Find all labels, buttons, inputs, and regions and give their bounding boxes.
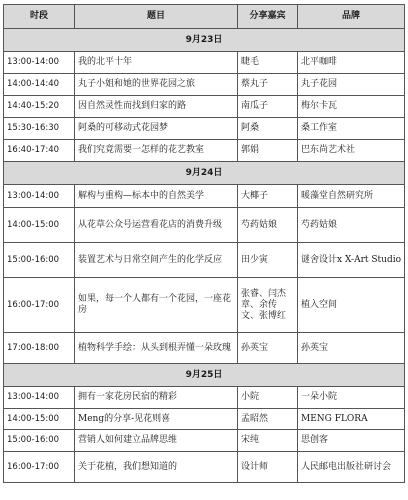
cell-brand: 思创客 [298, 430, 405, 452]
cell-brand: 梅尔卡瓦 [298, 96, 405, 118]
cell-time: 16:40-17:40 [4, 140, 75, 162]
cell-topic: 装置艺术与日常空间产生的化学反应 [75, 243, 238, 278]
table-row [4, 208, 405, 243]
cell-topic: Meng的分享-见花则喜 [75, 409, 238, 430]
cell-guest: 田少寅 [238, 243, 298, 278]
cell-guest: 小院 [238, 387, 298, 409]
cell-guest: 孟昭然 [238, 409, 298, 430]
cell-brand: 北平咖啡 [298, 52, 405, 74]
table-row [4, 387, 405, 409]
cell-topic: 从花草公众号运营看花店的消费升级 [75, 208, 238, 243]
table-row [4, 409, 405, 430]
cell-time: 16:00-17:00 [4, 452, 75, 483]
cell-time: 14:40-15:20 [4, 96, 75, 118]
cell-brand: 谜舍设计x X-Art Studio [298, 243, 405, 278]
cell-time: 13:00-14:00 [4, 52, 75, 74]
cell-time: 14:00-15:00 [4, 208, 75, 243]
table-row [4, 185, 405, 208]
day-label: 9月25日 [4, 364, 405, 387]
cell-brand: MENG FLORA [298, 409, 405, 430]
cell-brand: 桑工作室 [298, 118, 405, 140]
cell-brand: 巴东尚艺术社 [298, 140, 405, 162]
header-time: 时段 [4, 5, 75, 29]
day-label: 9月23日 [4, 29, 405, 52]
cell-topic: 解构与重构—标本中的自然美学 [75, 185, 238, 208]
cell-guest: 南瓜子 [238, 96, 298, 118]
cell-topic: 我们究竟需要一怎样的花艺教室 [75, 140, 238, 162]
cell-topic: 植物科学手绘：从头到根弄懂一朵玫瑰 [75, 333, 238, 364]
table-row [4, 74, 405, 96]
day-row-sep23 [4, 29, 405, 52]
day-row-sep25 [4, 364, 405, 387]
cell-topic: 关于花植，我们想知道的 [75, 452, 238, 483]
table-row [4, 452, 405, 483]
cell-brand: 暖藻堂自然研究所 [298, 185, 405, 208]
cell-guest: 大椰子 [238, 185, 298, 208]
cell-brand: 植入空间 [298, 278, 405, 333]
cell-guest: 宋纯 [238, 430, 298, 452]
cell-guest: 睫毛 [238, 52, 298, 74]
header-guest: 分享嘉宾 [238, 5, 298, 29]
cell-time: 16:00-17:00 [4, 278, 75, 333]
table-row [4, 333, 405, 364]
cell-topic: 阿桑的可移动式花园梦 [75, 118, 238, 140]
table-row [4, 118, 405, 140]
cell-guest: 阿桑 [238, 118, 298, 140]
day-row-sep24 [4, 162, 405, 185]
cell-time: 15:00-16:00 [4, 430, 75, 452]
cell-brand: 丸子花园 [298, 74, 405, 96]
table-row [4, 278, 405, 333]
table-row [4, 140, 405, 162]
cell-time: 15:30-16:30 [4, 118, 75, 140]
cell-time: 14:00-14:40 [4, 74, 75, 96]
cell-topic: 我的北平十年 [75, 52, 238, 74]
cell-guest: 蔡丸子 [238, 74, 298, 96]
cell-brand: 芍药姑娘 [298, 208, 405, 243]
table-row [4, 96, 405, 118]
cell-time: 14:00-15:00 [4, 409, 75, 430]
cell-brand: 人民邮电出版社研讨会 [298, 452, 405, 483]
table-row [4, 243, 405, 278]
header-row [4, 5, 405, 29]
cell-guest: 芍药姑娘 [238, 208, 298, 243]
cell-guest: 设计师 [238, 452, 298, 483]
cell-time: 15:00-16:00 [4, 243, 75, 278]
table-row [4, 52, 405, 74]
cell-topic: 拥有一家花房民宿的精彩 [75, 387, 238, 409]
cell-time: 13:00-14:00 [4, 387, 75, 409]
cell-topic: 丸子小姐和她的世界花园之旅 [75, 74, 238, 96]
cell-brand: 孙英宝 [298, 333, 405, 364]
table-row [4, 430, 405, 452]
cell-time: 17:00-18:00 [4, 333, 75, 364]
cell-guest: 孙英宝 [238, 333, 298, 364]
cell-topic: 如果，每一个人都有一个花园，一座花房 [75, 278, 238, 333]
cell-brand: 一朵小院 [298, 387, 405, 409]
day-label: 9月24日 [4, 162, 405, 185]
header-brand: 品牌 [298, 5, 405, 29]
schedule-table [3, 4, 405, 483]
header-topic: 题目 [75, 5, 238, 29]
cell-topic: 营销人如何建立品牌思维 [75, 430, 238, 452]
cell-guest: 郭娟 [238, 140, 298, 162]
cell-guest: 张睿、闫杰章、余传文、张博红 [238, 278, 298, 333]
cell-topic: 因自然灵性而找到归家的路 [75, 96, 238, 118]
cell-time: 13:00-14:00 [4, 185, 75, 208]
